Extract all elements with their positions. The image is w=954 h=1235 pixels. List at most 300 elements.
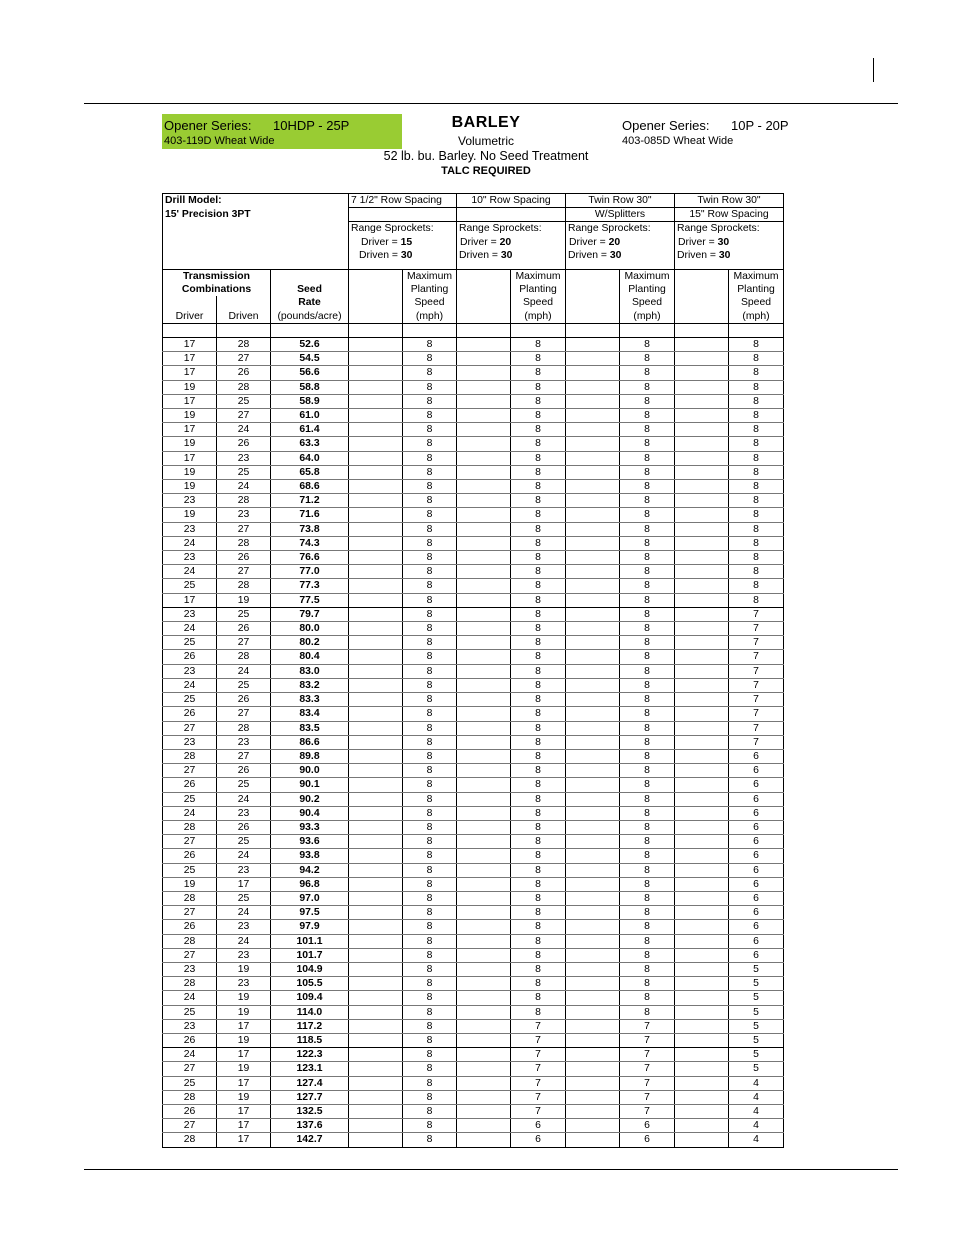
driver-cell: 19 [163,508,217,522]
driver-cell: 19 [163,409,217,423]
max-speed-cell: 8 [729,409,784,423]
max-speed-cell: 4 [729,1090,784,1104]
max-speed-cell: 8 [403,465,457,479]
driver-cell: 25 [163,1005,217,1019]
table-row [163,721,784,735]
max-speed-cell: 8 [403,749,457,763]
max-speed-cell: 8 [403,991,457,1005]
max-speed-cell: 8 [620,409,675,423]
max-speed-cell: 8 [620,338,675,352]
max-speed-cell: 8 [511,551,566,565]
max-speed-cell: 8 [620,991,675,1005]
driver-cell: 26 [163,849,217,863]
seed-rate-cell: 58.9 [271,394,349,408]
max-speed-cell: 8 [620,650,675,664]
seed-rate-cell: 109.4 [271,991,349,1005]
max-speed-cell: 8 [620,820,675,834]
max-speed-cell: 8 [403,934,457,948]
max-speed-cell: 8 [511,835,566,849]
max-speed-cell: 4 [729,1104,784,1118]
max-speed-cell: 8 [403,764,457,778]
range-sprockets-label-2: Range Sprockets: [457,222,566,236]
max-speed-cell: 7 [620,1090,675,1104]
seed-rate-cell: 64.0 [271,451,349,465]
driver-cell: 24 [163,991,217,1005]
seed-rate-cell: 117.2 [271,1019,349,1033]
driver-cell: 27 [163,835,217,849]
max-speed-cell: 8 [511,394,566,408]
max-speed-cell: 6 [729,806,784,820]
max-speed-cell: 7 [511,1019,566,1033]
table-row [163,1076,784,1090]
max-speed-cell: 8 [620,522,675,536]
max-speed-cell: 8 [403,806,457,820]
max-speed-cell: 8 [403,565,457,579]
max-speed-cell: 8 [403,593,457,607]
spacing-title-2: 10" Row Spacing [457,194,566,208]
table-row [163,906,784,920]
max-speed-cell: 8 [620,366,675,380]
driven-cell: 23 [217,451,271,465]
seed-rate-cell: 77.5 [271,593,349,607]
seed-label: Seed [271,283,349,296]
max-speed-cell: 8 [403,920,457,934]
driver-cell: 25 [163,1076,217,1090]
max-speed-cell: 8 [620,792,675,806]
max-speed-cell: 8 [403,579,457,593]
max-speed-cell: 6 [511,1133,566,1147]
footer-rule [84,1169,898,1170]
max-speed-cell: 8 [403,1062,457,1076]
max-speed-cell: 7 [729,607,784,621]
max-speed-cell: 8 [511,678,566,692]
max-speed-cell: 8 [729,380,784,394]
driver-cell: 19 [163,480,217,494]
seed-rate-cell: 93.3 [271,820,349,834]
range-sprockets-label-3: Range Sprockets: [566,222,675,236]
driven-cell: 24 [217,664,271,678]
driver-cell: 24 [163,1048,217,1062]
table-row [163,551,784,565]
table-row [163,1133,784,1147]
driven-cell: 19 [217,1062,271,1076]
max-speed-cell: 8 [511,792,566,806]
seed-rate-cell: 127.4 [271,1076,349,1090]
max-speed-cell: 7 [511,1048,566,1062]
driven-sprocket-3: Driven = 30 [566,249,675,262]
table-row [163,991,784,1005]
driver-cell: 23 [163,735,217,749]
driven-cell: 19 [217,593,271,607]
max-speed-cell: 8 [620,423,675,437]
seed-rate-table [162,193,784,1148]
seed-rate-cell: 83.5 [271,721,349,735]
max-speed-cell: 7 [729,622,784,636]
max-speed-cell: 8 [403,877,457,891]
driven-cell: 26 [217,820,271,834]
max-speed-cell: 8 [729,494,784,508]
driven-cell: 25 [217,607,271,621]
max-speed-cell: 8 [403,1005,457,1019]
driver-cell: 27 [163,1062,217,1076]
max-speed-cell: 7 [620,1033,675,1047]
seed-rate-cell: 114.0 [271,1005,349,1019]
table-row [163,920,784,934]
table-row [163,806,784,820]
table-row [163,636,784,650]
max-speed-cell: 8 [620,891,675,905]
max-speed-cell: 8 [620,1005,675,1019]
opener-left-line [164,118,350,133]
talc-note: TALC REQUIRED [441,165,531,177]
driven-cell: 17 [217,1019,271,1033]
max-speed-cell: 8 [511,664,566,678]
max-speed-cell: 8 [620,863,675,877]
max-speed-cell: 7 [729,693,784,707]
table-row [163,650,784,664]
driven-cell: 25 [217,778,271,792]
max-speed-cell: 8 [511,352,566,366]
driven-cell: 25 [217,891,271,905]
max-speed-cell: 7 [511,1076,566,1090]
max-speed-cell: 8 [511,778,566,792]
max-speed-cell: 6 [729,891,784,905]
seed-rate-cell: 80.0 [271,622,349,636]
driven-cell: 17 [217,1104,271,1118]
max-speed-cell: 8 [620,607,675,621]
max-speed-cell: 8 [511,536,566,550]
driver-cell: 28 [163,891,217,905]
max-speed-cell: 8 [403,437,457,451]
max-speed-cell: 8 [511,565,566,579]
max-speed-cell: 8 [511,891,566,905]
spacing-subtitle-4: 15" Row Spacing [675,208,784,222]
seed-rate-cell: 123.1 [271,1062,349,1076]
opener-right-model: 10P - 20P [731,118,789,133]
seed-rate-cell: 90.4 [271,806,349,820]
table-row [163,693,784,707]
driven-sprocket-4: Driven = 30 [675,249,784,262]
max-speed-cell: 6 [729,778,784,792]
seed-rate-cell: 63.3 [271,437,349,451]
table-row [163,494,784,508]
driven-cell: 23 [217,806,271,820]
max-speed-cell: 6 [729,906,784,920]
table-row [163,394,784,408]
table-row [163,380,784,394]
table-row [163,352,784,366]
driver-sprocket-1: Driver = 15 [349,236,457,249]
driver-cell: 23 [163,1019,217,1033]
driver-column-label: Driver [163,310,217,324]
table-row [163,835,784,849]
seed-rate-cell: 61.4 [271,423,349,437]
max-speed-cell: 8 [620,508,675,522]
table-row [163,1119,784,1133]
driven-cell: 17 [217,1133,271,1147]
driver-cell: 17 [163,366,217,380]
max-speed-cell: 5 [729,991,784,1005]
driven-cell: 19 [217,991,271,1005]
driver-cell: 19 [163,877,217,891]
max-speed-cell: 8 [511,820,566,834]
max-speed-cell: 7 [511,1104,566,1118]
max-speed-cell: 8 [403,948,457,962]
max-speed-cell: 8 [511,991,566,1005]
driven-cell: 25 [217,394,271,408]
max-speed-cell: 8 [403,962,457,976]
table-header: Drill Model: 7 1/2" Row Spacing 10" Row Spacing Twin Row 30" Twin Row 30" 15' Precision 3PT W/Splitters 15" Row Spacing Range Sprockets: Range Sprockets: Range Sprockets: Range Sprockets: Driver = 15 Driver = 20 Driver = 20 Driver = 30 Driven = 30 Driven = 30 Driven = 30 Driven = 30 Transmission Maximum Maximum Maximum Maximum Combinations Seed Planting Planting Planting Planting Rate Speed Speed Speed Speed Driver Driven (pounds/acre) (mph) (mph) (mph) (mph) [163,194,784,338]
seed-rate-cell: 90.0 [271,764,349,778]
driven-cell: 28 [217,494,271,508]
driver-cell: 17 [163,352,217,366]
table-row [163,778,784,792]
max-speed-cell: 6 [729,764,784,778]
max-speed-cell: 4 [729,1119,784,1133]
max-speed-cell: 8 [511,948,566,962]
table-row [163,863,784,877]
seed-rate-cell: 101.7 [271,948,349,962]
max-speed-cell: 6 [620,1119,675,1133]
max-speed-cell: 8 [620,465,675,479]
drill-model-label: Drill Model: [163,194,349,208]
table-row [163,749,784,763]
driven-cell: 24 [217,423,271,437]
max-speed-cell: 8 [620,579,675,593]
seed-rate-cell: 79.7 [271,607,349,621]
max-speed-cell: 8 [511,764,566,778]
driven-cell: 26 [217,693,271,707]
driver-cell: 17 [163,394,217,408]
driver-cell: 23 [163,494,217,508]
max-speed-cell: 8 [729,338,784,352]
driver-cell: 24 [163,806,217,820]
max-speed-cell: 5 [729,1005,784,1019]
driver-cell: 24 [163,536,217,550]
spacing-subtitle-1 [349,208,457,222]
drill-model-value: 15' Precision 3PT [163,208,349,222]
spacing-subtitle-3: W/Splitters [566,208,675,222]
table-row [163,962,784,976]
max-speed-label-3: Maximum [620,270,675,284]
driven-cell: 24 [217,934,271,948]
max-speed-cell: 8 [620,593,675,607]
max-speed-cell: 7 [620,1104,675,1118]
seed-rate-cell: 83.4 [271,707,349,721]
max-speed-cell: 6 [729,948,784,962]
table-row [163,1104,784,1118]
max-speed-cell: 7 [729,636,784,650]
driven-cell: 23 [217,863,271,877]
driven-cell: 19 [217,962,271,976]
transmission-label: Transmission [163,270,271,284]
driver-cell: 26 [163,1033,217,1047]
driven-cell: 27 [217,565,271,579]
driver-cell: 27 [163,948,217,962]
table-row [163,593,784,607]
max-speed-cell: 8 [620,920,675,934]
driver-cell: 17 [163,593,217,607]
table-row [163,565,784,579]
driven-cell: 27 [217,522,271,536]
seed-rate-cell: 77.3 [271,579,349,593]
table-row [163,792,784,806]
max-speed-cell: 8 [403,636,457,650]
seed-rate-cell: 132.5 [271,1104,349,1118]
driven-cell: 23 [217,977,271,991]
max-speed-cell: 8 [620,480,675,494]
driver-cell: 27 [163,764,217,778]
max-speed-cell: 8 [403,1119,457,1133]
max-speed-cell: 8 [511,1005,566,1019]
max-speed-cell: 8 [511,906,566,920]
max-speed-cell: 8 [511,622,566,636]
max-speed-cell: 7 [620,1019,675,1033]
max-speed-cell: 6 [729,934,784,948]
max-speed-cell: 8 [620,877,675,891]
max-speed-cell: 8 [729,394,784,408]
max-speed-cell: 8 [620,394,675,408]
seed-rate-cell: 52.6 [271,338,349,352]
max-speed-cell: 8 [729,366,784,380]
max-speed-cell: 8 [511,338,566,352]
max-speed-cell: 8 [511,423,566,437]
seed-rate-cell: 93.6 [271,835,349,849]
max-speed-cell: 8 [729,565,784,579]
max-speed-cell: 8 [403,707,457,721]
driven-cell: 25 [217,465,271,479]
table-row [163,1048,784,1062]
driven-sprocket-1: Driven = 30 [349,249,457,262]
max-speed-cell: 6 [729,820,784,834]
driver-cell: 19 [163,465,217,479]
seed-rate-cell: 137.6 [271,1119,349,1133]
max-speed-cell: 8 [403,1048,457,1062]
max-speed-cell: 8 [620,806,675,820]
max-speed-cell: 8 [403,891,457,905]
seed-rate-cell: 89.8 [271,749,349,763]
table-row [163,1062,784,1076]
header-rule [84,103,898,104]
seed-rate-cell: 97.0 [271,891,349,905]
max-speed-cell: 8 [403,551,457,565]
max-speed-cell: 4 [729,1076,784,1090]
max-speed-cell: 8 [403,607,457,621]
max-speed-cell: 8 [729,480,784,494]
max-speed-cell: 8 [620,451,675,465]
max-speed-cell: 7 [729,721,784,735]
max-speed-cell: 8 [729,551,784,565]
seed-rate-cell: 83.0 [271,664,349,678]
table-row [163,849,784,863]
driver-cell: 25 [163,792,217,806]
seed-rate-cell: 122.3 [271,1048,349,1062]
seed-rate-cell: 104.9 [271,962,349,976]
range-sprockets-label-1: Range Sprockets: [349,222,457,236]
seed-rate-cell: 96.8 [271,877,349,891]
seed-rate-cell: 80.4 [271,650,349,664]
driver-cell: 23 [163,664,217,678]
max-speed-cell: 8 [511,380,566,394]
max-speed-cell: 5 [729,1048,784,1062]
max-speed-cell: 5 [729,1062,784,1076]
driven-cell: 27 [217,352,271,366]
max-speed-cell: 6 [729,849,784,863]
driver-cell: 26 [163,1104,217,1118]
crop-title: BARLEY [451,114,521,131]
driven-cell: 24 [217,792,271,806]
max-speed-cell: 8 [403,977,457,991]
max-speed-cell: 8 [729,579,784,593]
max-speed-cell: 7 [729,707,784,721]
driven-cell: 17 [217,1119,271,1133]
max-speed-label-4: Maximum [729,270,784,284]
table-row [163,1019,784,1033]
max-speed-cell: 8 [620,494,675,508]
max-speed-cell: 8 [620,849,675,863]
max-speed-cell: 8 [729,437,784,451]
table-row [163,764,784,778]
table-row [163,366,784,380]
max-speed-cell: 8 [511,693,566,707]
max-speed-cell: 8 [620,622,675,636]
max-speed-cell: 8 [511,977,566,991]
table-row [163,977,784,991]
seed-rate-cell: 118.5 [271,1033,349,1047]
max-speed-cell: 8 [620,977,675,991]
max-speed-cell: 8 [511,934,566,948]
max-speed-cell: 6 [729,920,784,934]
driven-cell: 27 [217,707,271,721]
range-sprockets-label-4: Range Sprockets: [675,222,784,236]
seed-rate-cell: 83.2 [271,678,349,692]
table-row [163,607,784,621]
max-speed-cell: 8 [511,579,566,593]
max-speed-cell: 8 [511,451,566,465]
seed-rate-cell: 97.5 [271,906,349,920]
driven-column-label: Driven [217,310,271,324]
max-speed-cell: 7 [511,1033,566,1047]
driver-cell: 26 [163,707,217,721]
table-row [163,465,784,479]
max-speed-cell: 4 [729,1133,784,1147]
driver-cell: 25 [163,636,217,650]
driven-cell: 27 [217,749,271,763]
driven-cell: 17 [217,1048,271,1062]
table-row [163,877,784,891]
seed-rate-cell: 76.6 [271,551,349,565]
max-speed-cell: 8 [403,451,457,465]
driven-cell: 27 [217,409,271,423]
opener-left-part: 403-119D Wheat Wide [164,135,275,147]
max-speed-cell: 8 [620,664,675,678]
driven-cell: 17 [217,877,271,891]
seed-rate-cell: 74.3 [271,536,349,550]
driven-cell: 23 [217,920,271,934]
max-speed-cell: 8 [403,1104,457,1118]
max-speed-cell: 8 [729,451,784,465]
seed-rate-cell: 65.8 [271,465,349,479]
max-speed-cell: 8 [403,1033,457,1047]
max-speed-cell: 8 [403,721,457,735]
driven-cell: 23 [217,948,271,962]
max-speed-cell: 8 [729,352,784,366]
table-row [163,735,784,749]
opener-right-part: 403-085D Wheat Wide [622,135,734,147]
max-speed-cell: 8 [620,707,675,721]
max-speed-cell: 8 [403,792,457,806]
driven-cell: 26 [217,437,271,451]
